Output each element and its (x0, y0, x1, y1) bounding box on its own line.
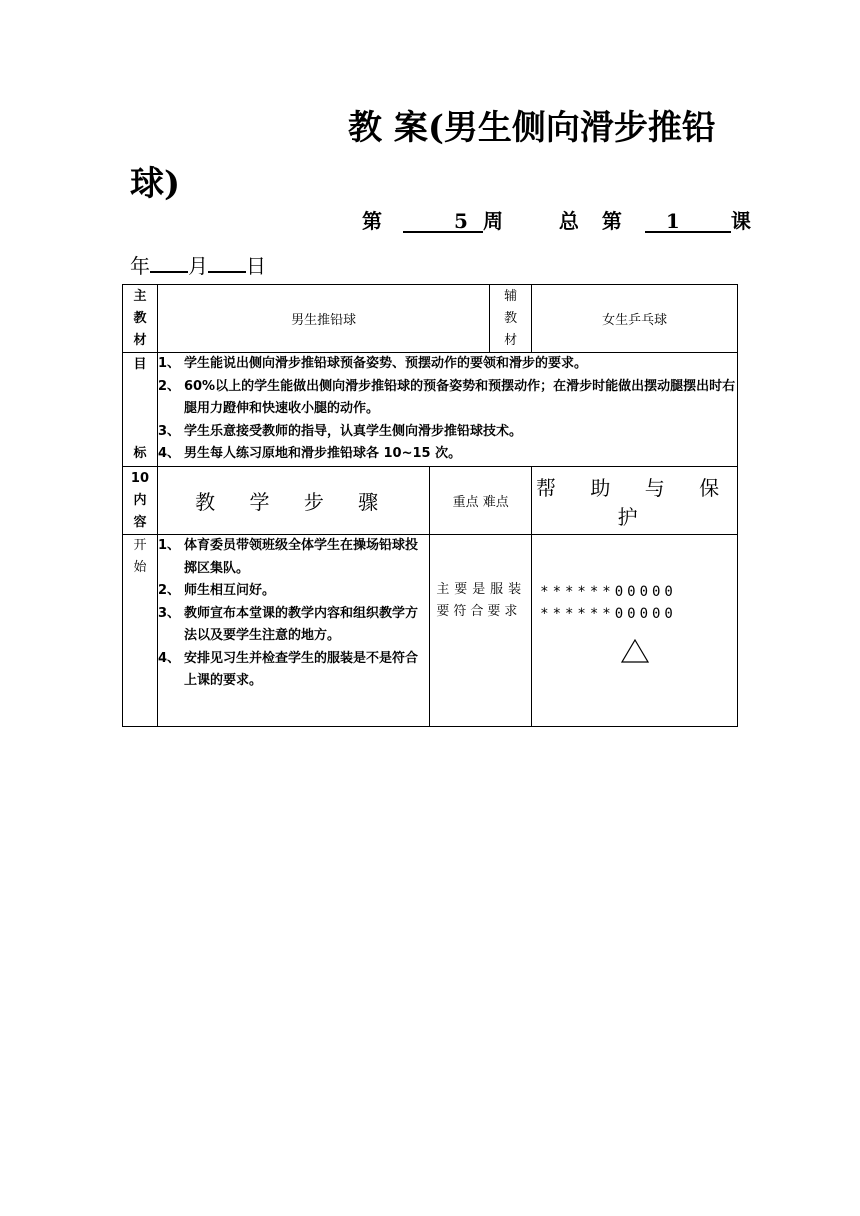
day-label: 日 (246, 254, 266, 278)
day-blank[interactable] (208, 253, 246, 273)
aux-material-label: 辅 教 材 (490, 285, 532, 353)
objective-item: 2、 60%以上的学生能做出侧向滑步推铅球的预备姿势和预摆动作；在滑步时能做出摆动腿摆出时右腿用力蹬伸和快速收小腿的动作。 (157, 378, 736, 417)
help-cell (532, 535, 738, 727)
step-item: 3、 教师宣布本堂课的教学内容和组织教学方法以及要学生注意的地方。 (157, 605, 418, 643)
key-points-header: 重点 难点 (430, 467, 532, 535)
month-label: 月 (188, 254, 208, 278)
week-suffix: 周 (482, 209, 503, 233)
formation-row-1: ******00000 (540, 584, 677, 600)
start-label: 开 始 (123, 535, 158, 727)
title-line-2: 球) (130, 164, 181, 204)
content-header-row (123, 467, 738, 535)
total-prefix: 总 第 (558, 209, 630, 233)
steps-list (157, 535, 429, 727)
step-item: 2、 师生相互问好。 (157, 583, 275, 598)
aux-material: 女生乒乓球 (532, 285, 738, 353)
objective-item: 4、 男生每人练习原地和滑步推铅球各 10~15 次。 (157, 446, 462, 462)
materials-row (123, 285, 738, 353)
objective-item: 3、 学生乐意接受教师的指导，认真学生侧向滑步推铅球技术。 (157, 423, 522, 439)
year-label: 年 (130, 254, 150, 278)
step-item: 1、 体育委员带领班级全体学生在操场铅球投掷区集队。 (157, 538, 418, 576)
main-material-label: 主 教 材 (123, 285, 158, 353)
lesson-number: 1 (645, 211, 731, 233)
content-label: 10 内 容 (123, 467, 158, 535)
week-prefix: 第 (362, 209, 382, 233)
objectives-list (157, 353, 737, 467)
title-line-1: 教 案(男生侧向滑步推铅 (348, 108, 716, 148)
step-item: 4、 安排见习生并检查学生的服装是不是符合上课的要求。 (157, 650, 418, 688)
objectives-row (123, 353, 738, 467)
teacher-triangle-icon (621, 639, 649, 663)
date-line (130, 250, 266, 279)
document-title (130, 100, 740, 212)
lesson-suffix: 课 (730, 209, 751, 233)
week-number: 5 (403, 211, 483, 233)
objective-item: 1、 学生能说出侧向滑步推铅球预备姿势、预摆动作的要领和滑步的要求。 (157, 356, 587, 372)
start-row (123, 535, 738, 727)
month-blank[interactable] (150, 253, 188, 273)
help-header: 帮 助 与 保 护 (532, 467, 738, 535)
steps-header: 教 学 步 骤 (157, 467, 429, 535)
lesson-plan-table (122, 284, 738, 727)
main-material: 男生推铅球 (157, 285, 489, 353)
key-points-cell (430, 535, 532, 727)
formation-row-2: ******00000 (540, 606, 677, 622)
key-points-text: 主要是服装要符合要求 (436, 582, 526, 619)
objectives-label: 目 标 (123, 353, 158, 467)
week-line (362, 205, 751, 234)
